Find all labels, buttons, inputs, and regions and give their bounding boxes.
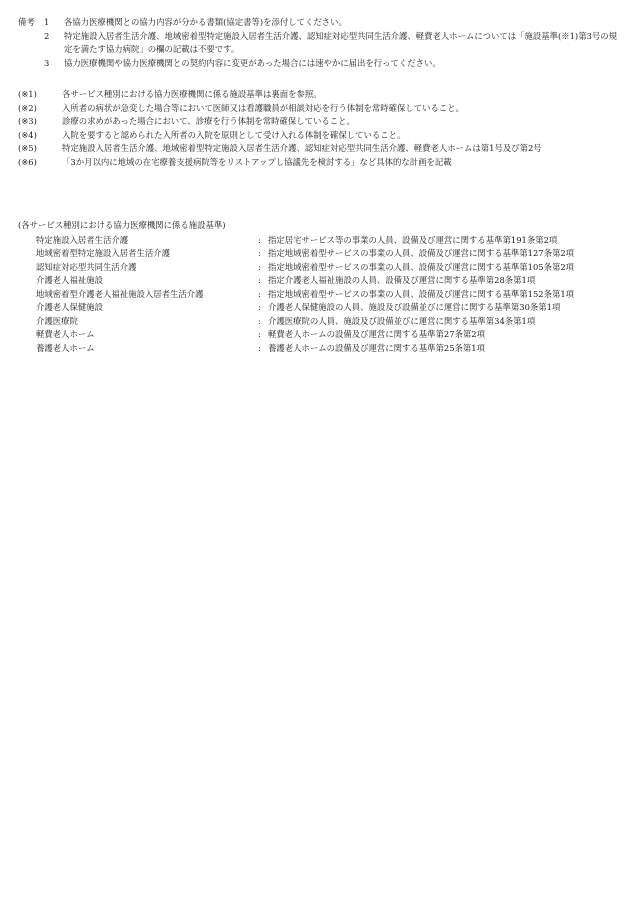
colon: : [258,315,261,326]
remark-number: 3 [44,57,50,68]
criteria-basis: 軽費老人ホームの設備及び運営に関する基準第27条第2項 [268,329,485,339]
criteria-title: (各サービス種別における協力医療機関に係る施設基準) [18,220,226,230]
remarks-heading: 備考 [18,17,35,27]
criteria-row [18,234,618,248]
note-mark: (※6) [18,156,37,167]
colon: : [258,302,261,312]
colon: : [258,261,261,272]
note-item-1 [18,88,618,102]
service-type: 地域密着型特定施設入居者生活介護 [36,248,170,258]
remark-text: 特定施設入居者生活介護、地域密着型特定施設入居者生活介護、認知症対応型共同生活介護、軽費老人ホームについては「施設基準(※1)第3号の規定を満たす協力病院」の欄の記載は不要です。 [64,30,618,54]
criteria-row [18,342,618,356]
colon: : [258,288,261,299]
service-type: 介護老人福祉施設 [36,275,103,285]
note-mark: (※3) [18,116,37,126]
criteria-row [18,274,618,288]
criteria-basis: 指定地域密着型サービスの事業の人員、設備及び運営に関する基準第127条第2項 [268,248,575,258]
note-mark: (※4) [18,129,37,140]
service-type: 軽費老人ホーム [36,329,95,339]
criteria-row [18,301,618,315]
note-text: 各サービス種別における協力医療機関に係る施設基準は裏面を参照。 [62,89,322,99]
note-text: 「3か月以内に地域の在宅療養支援病院等をリストアップし協議先を検討する」など具体的な計画を記載 [62,156,452,167]
criteria-basis: 指定介護老人福祉施設の人員、設備及び運営に関する基準第28条第1項 [268,275,536,285]
criteria-row [18,328,618,342]
remark-number: 1 [44,17,50,27]
note-mark: (※2) [18,102,37,113]
colon: : [258,329,261,339]
colon: : [258,234,261,245]
remark-item-3 [18,57,618,71]
remarks-section [18,16,618,70]
note-text: 特定施設入居者生活介護、地域密着型特定施設入居者生活介護、認知症対応型共同生活介護、軽費老人ホームは第1号及び第2号 [62,143,542,153]
colon: : [258,248,261,258]
note-text: 入院を要すると認められた入所者の入院を原則として受け入れる体制を確保していること。 [62,129,406,140]
criteria-basis: 養護老人ホームの設備及び運営に関する基準第25条第1項 [268,342,485,353]
criteria-row [18,315,618,329]
service-type: 養護老人ホーム [36,342,95,353]
service-type: 特定施設入居者生活介護 [36,234,129,245]
service-type: 地域密着型介護老人福祉施設入居者生活介護 [36,288,204,299]
service-type: 介護老人保健施設 [36,302,103,312]
colon: : [258,342,261,353]
facility-criteria-section [18,219,618,355]
note-item-5 [18,142,618,156]
remark-item-2 [18,30,618,57]
criteria-row [18,261,618,275]
criteria-row [18,288,618,302]
remark-item-1 [18,16,618,30]
remark-text: 協力医療機関や協力医療機関との契約内容に変更があった場合には速やかに届出を行ってください。 [64,57,441,68]
remark-number: 2 [44,30,50,41]
criteria-basis: 指定地域密着型サービスの事業の人員、設備及び運営に関する基準第152条第1項 [268,288,575,299]
note-item-4 [18,129,618,143]
note-mark: (※5) [18,143,37,153]
notes-section [18,88,618,169]
note-mark: (※1) [18,89,37,99]
criteria-basis: 介護老人保健施設の人員、施設及び設備並びに運営に関する基準第30条第1項 [268,302,561,312]
criteria-basis: 指定地域密着型サービスの事業の人員、設備及び運営に関する基準第105条第2項 [268,261,575,272]
criteria-basis: 介護医療院の人員、施設及び設備並びに運営に関する基準第34条第1項 [268,315,536,326]
note-item-3 [18,115,618,129]
service-type: 介護医療院 [36,315,78,326]
criteria-row [18,247,618,261]
note-item-2 [18,102,618,116]
service-type: 認知症対応型共同生活介護 [36,261,137,272]
remark-text: 各協力医療機関との協力内容が分かる書類(協定書等)を添付してください。 [64,17,347,27]
note-item-6 [18,156,618,170]
note-text: 診療の求めがあった場合において、診療を行う体制を常時確保していること。 [62,116,355,126]
criteria-basis: 指定居宅サービス等の事業の人員、設備及び運営に関する基準第191条第2項 [268,234,558,245]
note-text: 入所者の病状が急変した場合等において医師又は看護職員が相談対応を行う体制を常時確保していること。 [62,102,464,113]
colon: : [258,275,261,285]
